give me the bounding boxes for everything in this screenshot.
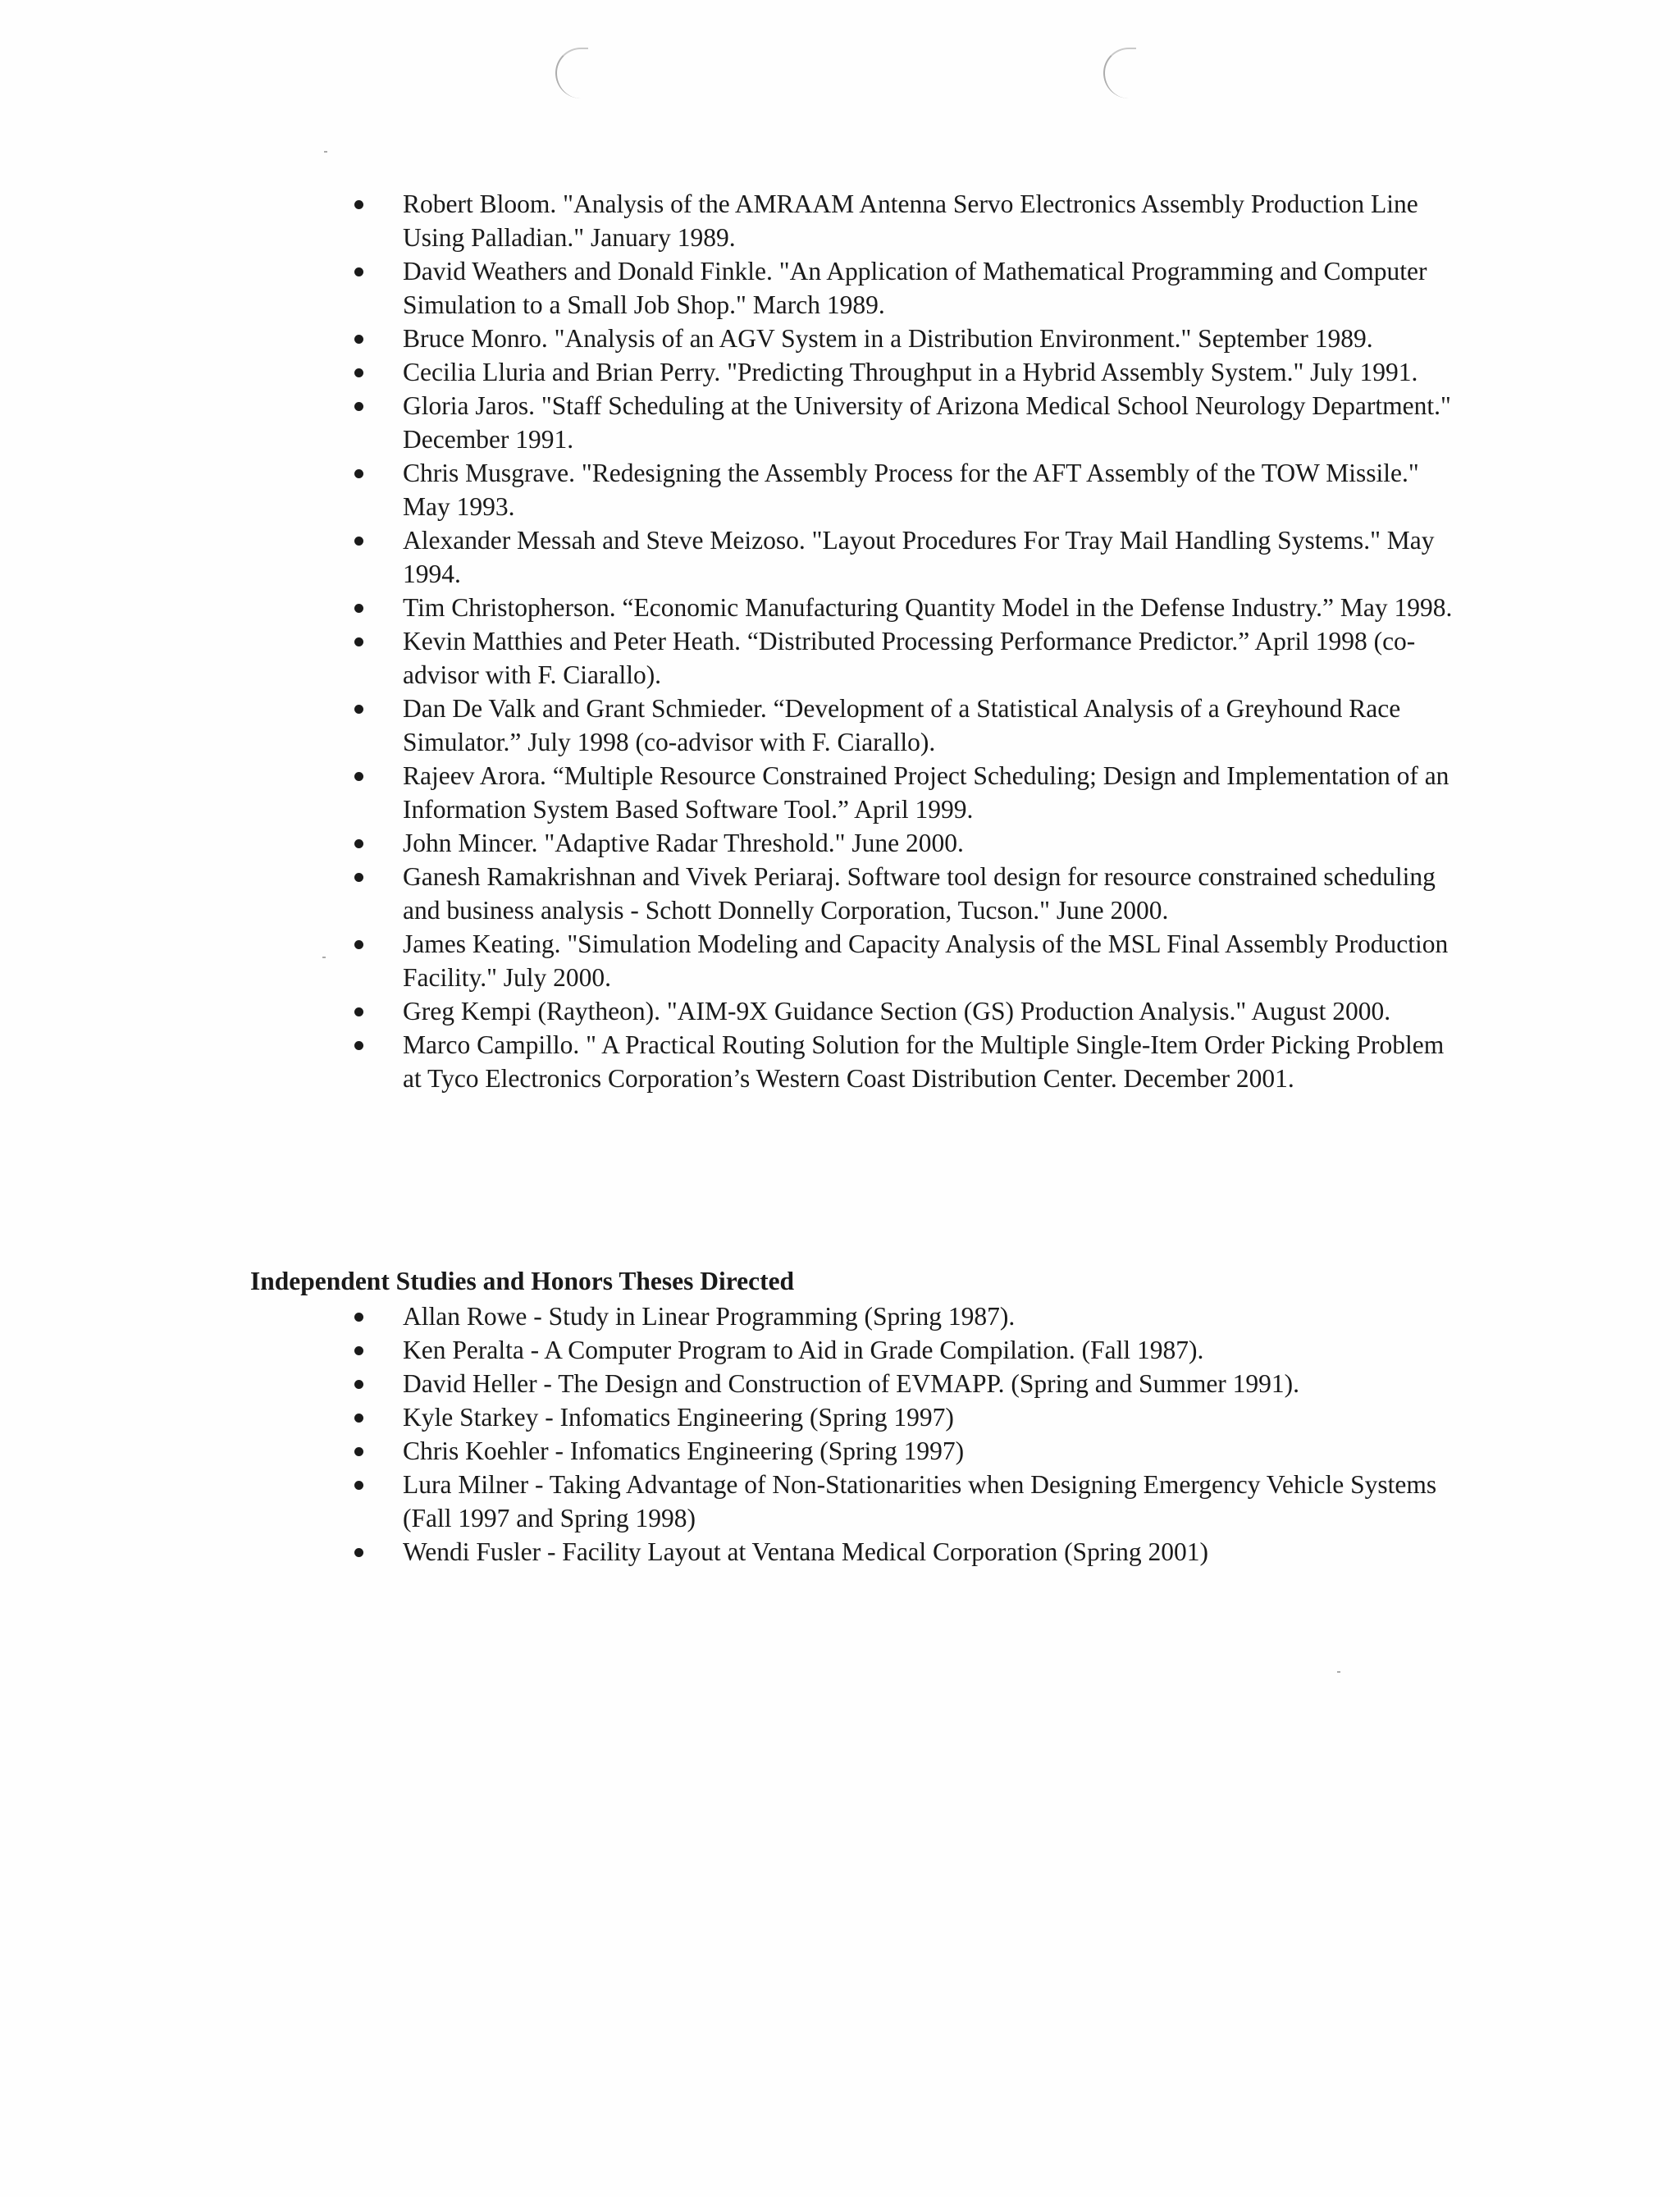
bullet-icon xyxy=(354,335,363,344)
list-item-text: Allan Rowe - Study in Linear Programming (Spring 1987). xyxy=(403,1302,1016,1331)
punch-hole-mark xyxy=(555,48,588,98)
bullet-icon xyxy=(354,637,363,646)
list-item-text: Tim Christopherson. “Economic Manufacturing Quantity Model in the Defense Industry.” May 1998. xyxy=(403,593,1453,622)
list-item xyxy=(0,355,1680,389)
list-item xyxy=(0,1434,1680,1468)
list-item xyxy=(0,692,1680,759)
list-item-text: Greg Kempi (Raytheon). "AIM-9X Guidance Section (GS) Production Analysis." August 2000. xyxy=(403,997,1391,1025)
list-item xyxy=(0,523,1680,591)
bullet-icon xyxy=(354,1447,363,1456)
list-item-text: Marco Campillo. " A Practical Routing Solution for the Multiple Single-Item Order Picking Problem at Tyco Electronics Corporation’s Western Coast Distribution Center. December 2001. xyxy=(403,1030,1445,1093)
list-item xyxy=(0,860,1680,927)
list-item-text: Alexander Messah and Steve Meizoso. "Layout Procedures For Tray Mail Handling Systems." May 1994. xyxy=(403,526,1435,588)
list-item-text: Chris Koehler - Infomatics Engineering (Spring 1997) xyxy=(403,1436,965,1465)
list-item-text: Chris Musgrave. "Redesigning the Assembly Process for the AFT Assembly of the TOW Missile." May 1993. xyxy=(403,459,1419,521)
bullet-icon xyxy=(354,267,363,276)
list-item xyxy=(0,1400,1680,1434)
list-item xyxy=(0,1028,1680,1095)
list-item xyxy=(0,322,1680,355)
section-heading: Independent Studies and Honors Theses Directed xyxy=(250,1267,795,1295)
bullet-icon xyxy=(354,368,363,377)
list-item-text: John Mincer. "Adaptive Radar Threshold." June 2000. xyxy=(403,829,964,857)
bullet-icon xyxy=(354,1041,363,1050)
list-item-text: Bruce Monro. "Analysis of an AGV System in a Distribution Environment." September 1989. xyxy=(403,324,1373,353)
list-item xyxy=(0,1468,1680,1535)
list-item-text: David Heller - The Design and Construction of EVMAPP. (Spring and Summer 1991). xyxy=(403,1369,1300,1398)
list-item-text: Dan De Valk and Grant Schmieder. “Development of a Statistical Analysis of a Greyhound Race Simulator.” July 1998 (co-advisor with F. Ciarallo). xyxy=(403,694,1401,756)
bullet-icon xyxy=(354,772,363,781)
bullet-icon xyxy=(354,1007,363,1016)
scan-speck xyxy=(1337,1671,1340,1673)
list-item xyxy=(0,187,1680,254)
list-item xyxy=(0,1367,1680,1400)
bullet-icon xyxy=(354,200,363,209)
bullet-icon xyxy=(354,469,363,478)
list-item xyxy=(0,389,1680,456)
bullet-icon xyxy=(354,1313,363,1322)
bullet-icon xyxy=(354,604,363,613)
bullet-icon xyxy=(354,1414,363,1423)
list-item-text: Gloria Jaros. "Staff Scheduling at the University of Arizona Medical School Neurology Department." December 1991. xyxy=(403,391,1451,454)
list-item-text: Cecilia Lluria and Brian Perry. "Predicting Throughput in a Hybrid Assembly System." July 1991. xyxy=(403,358,1418,386)
punch-hole-mark xyxy=(1103,48,1136,98)
bullet-icon xyxy=(354,1346,363,1355)
list-item xyxy=(0,994,1680,1028)
list-item-text: Ganesh Ramakrishnan and Vivek Periaraj. Software tool design for resource constrained scheduling and business analysis - Schott Donnelly Corporation, Tucson." June 2000. xyxy=(403,862,1436,925)
list-item-text: James Keating. "Simulation Modeling and Capacity Analysis of the MSL Final Assembly Production Facility." July 2000. xyxy=(403,930,1449,992)
list-item-text: Lura Milner - Taking Advantage of Non-Stationarities when Designing Emergency Vehicle Systems (Fall 1997 and Spring 1998) xyxy=(403,1470,1437,1532)
bullet-icon xyxy=(354,1548,363,1557)
studies-list xyxy=(0,1299,1680,1569)
theses-list xyxy=(0,187,1680,1095)
list-item-text: Kevin Matthies and Peter Heath. “Distributed Processing Performance Predictor.” April 1998 (co-advisor with F. Ciarallo). xyxy=(403,627,1416,689)
list-item xyxy=(0,1299,1680,1333)
bullet-icon xyxy=(354,402,363,411)
bullet-icon xyxy=(354,839,363,848)
list-item-text: Kyle Starkey - Infomatics Engineering (Spring 1997) xyxy=(403,1403,954,1432)
list-item xyxy=(0,624,1680,692)
list-item xyxy=(0,456,1680,523)
list-item-text: Wendi Fusler - Facility Layout at Ventana Medical Corporation (Spring 2001) xyxy=(403,1537,1208,1566)
bullet-icon xyxy=(354,1380,363,1389)
list-item xyxy=(0,759,1680,826)
bullet-icon xyxy=(354,873,363,882)
bullet-icon xyxy=(354,940,363,949)
list-item xyxy=(0,1333,1680,1367)
bullet-icon xyxy=(354,537,363,546)
list-item-text: Ken Peralta - A Computer Program to Aid in Grade Compilation. (Fall 1987). xyxy=(403,1336,1204,1364)
bullet-icon xyxy=(354,705,363,714)
list-item-text: Robert Bloom. "Analysis of the AMRAAM Antenna Servo Electronics Assembly Production Line Using Palladian." January 1989. xyxy=(403,190,1418,252)
list-item xyxy=(0,591,1680,624)
list-item-text: David Weathers and Donald Finkle. "An Application of Mathematical Programming and Computer Simulation to a Small Job Shop." March 1989. xyxy=(403,257,1427,319)
list-item xyxy=(0,254,1680,322)
list-item-text: Rajeev Arora. “Multiple Resource Constrained Project Scheduling; Design and Implementation of an Information System Based Software Tool.” April 1999. xyxy=(403,761,1449,824)
list-item xyxy=(0,1535,1680,1569)
list-item xyxy=(0,927,1680,994)
bullet-icon xyxy=(354,1481,363,1490)
list-item xyxy=(0,826,1680,860)
scan-speck xyxy=(324,151,327,153)
